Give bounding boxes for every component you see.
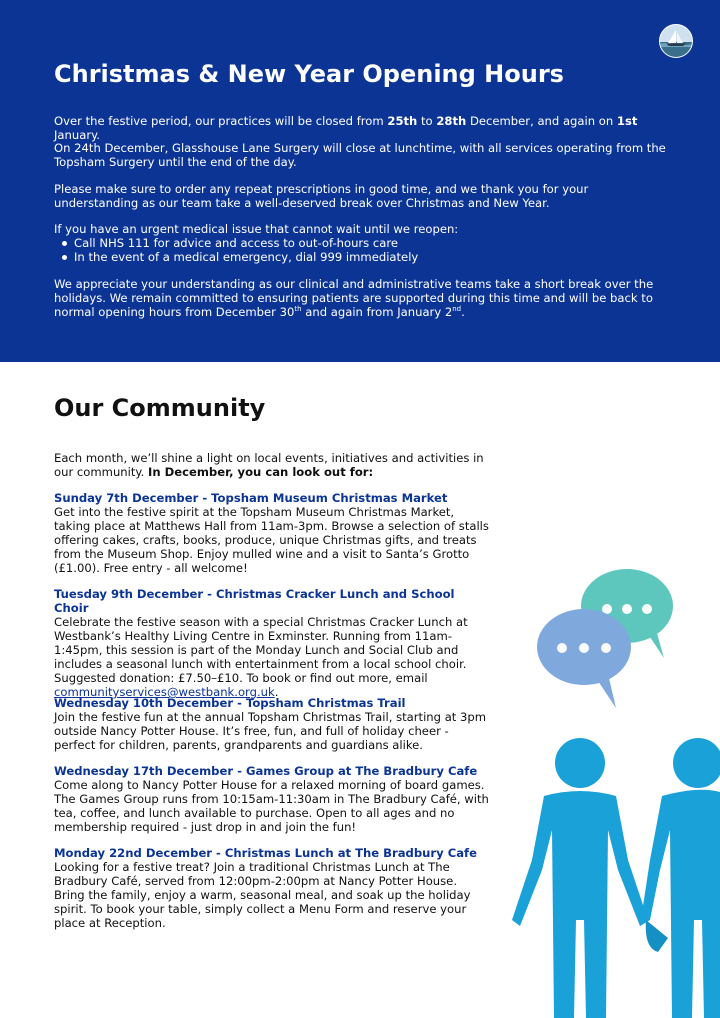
appreciation-paragraph: We appreciate your understanding as our clinical and administrative teams take a short break over the holidays. We remain committed to ensuring patients are supported during this time and will be back to normal opening hours from December 30th and again from January 2nd. [54, 277, 654, 319]
list-item: Call NHS 111 for advice and access to out-of-hours care [54, 236, 669, 250]
event-description: Come along to Nancy Potter House for a relaxed morning of board games. The Games Group runs from 10:15am-11:30am in The Bradbury Café, with tea, coffee, and lunch available to purchase. Open to all ages and no membership required - just drop in and join the fun! [54, 778, 489, 834]
person-figure-icon [512, 738, 720, 1018]
event-title: Tuesday 9th December - Christmas Cracker Lunch and School Choir [54, 587, 455, 615]
closure-dates-paragraph: Over the festive period, our practices will be closed from 25th to 28th December, and again on 1st January. [54, 114, 638, 142]
event-title: Sunday 7th December - Topsham Museum Christmas Market [54, 491, 448, 505]
community-title: Our Community [54, 394, 266, 422]
chat-bubble-icon [537, 609, 631, 708]
community-illustration [480, 560, 720, 1018]
event-title: Wednesday 17th December - Games Group at The Bradbury Cafe [54, 764, 478, 778]
urgent-issue-paragraph: If you have an urgent medical issue that cannot wait until we reopen: [54, 222, 459, 236]
event-item [54, 696, 489, 752]
event-description: Looking for a festive treat? Join a traditional Christmas Lunch at The Bradbury Café, served from 12:00pm-2:00pm at Nancy Potter House. Bring the family, enjoy a warm, seasonal meal, and soak up the holiday spirit. To book your table, simply collect a Menu Form and reserve your place at Reception. [54, 860, 471, 930]
event-description: Get into the festive spirit at the Topsham Museum Christmas Market, taking place at Matthews Hall from 11am-3pm. Browse a selection of stalls offering cakes, crafts, books, produce, unique Christmas gifts, and treats from the Museum Shop. Enjoy mulled wine and a visit to Santa’s Grotto (£1.00). Free entry - all welcome! [54, 505, 489, 575]
christmas-eve-paragraph: On 24th December, Glasshouse Lane Surgery will close at lunchtime, with all services operating from the Topsham Surgery until the end of the day. [54, 141, 666, 169]
event-item [54, 764, 489, 834]
email-link[interactable]: communityservices@westbank.org.uk [54, 685, 275, 699]
event-item [54, 491, 489, 575]
list-item: In the event of a medical emergency, dial 999 immediately [54, 250, 669, 264]
event-description: Celebrate the festive season with a special Christmas Cracker Lunch at Westbank’s Healthy Living Centre in Exminster. Running from 11am-1:45pm, this session is part of the Monday Lunch and Social Club and includes a seasonal lunch with entertainment from a local school choir. Suggested donation: £7.50–£10. To book or find out more, email communityservices@westbank.org.uk. [54, 615, 468, 699]
community-intro: Each month, we’ll shine a light on local events, initiatives and activities in our community. In December, you can look out for: [54, 451, 484, 479]
sailboat-logo-icon [659, 24, 693, 58]
event-item [54, 587, 489, 699]
urgent-options-list [54, 236, 669, 264]
opening-hours-banner [0, 0, 720, 362]
event-description: Join the festive fun at the annual Topsham Christmas Trail, starting at 3pm outside Nancy Potter House. It’s free, fun, and full of holiday cheer - perfect for children, parents, grandparents and guardians alike. [54, 710, 487, 752]
opening-hours-title: Christmas & New Year Opening Hours [54, 60, 564, 88]
event-title: Wednesday 10th December - Topsham Christmas Trail [54, 696, 406, 710]
event-item [54, 846, 489, 930]
event-title: Monday 22nd December - Christmas Lunch at The Bradbury Cafe [54, 846, 477, 860]
prescriptions-paragraph: Please make sure to order any repeat prescriptions in good time, and we thank you for your understanding as our team take a well-deserved break over Christmas and New Year. [54, 182, 589, 210]
